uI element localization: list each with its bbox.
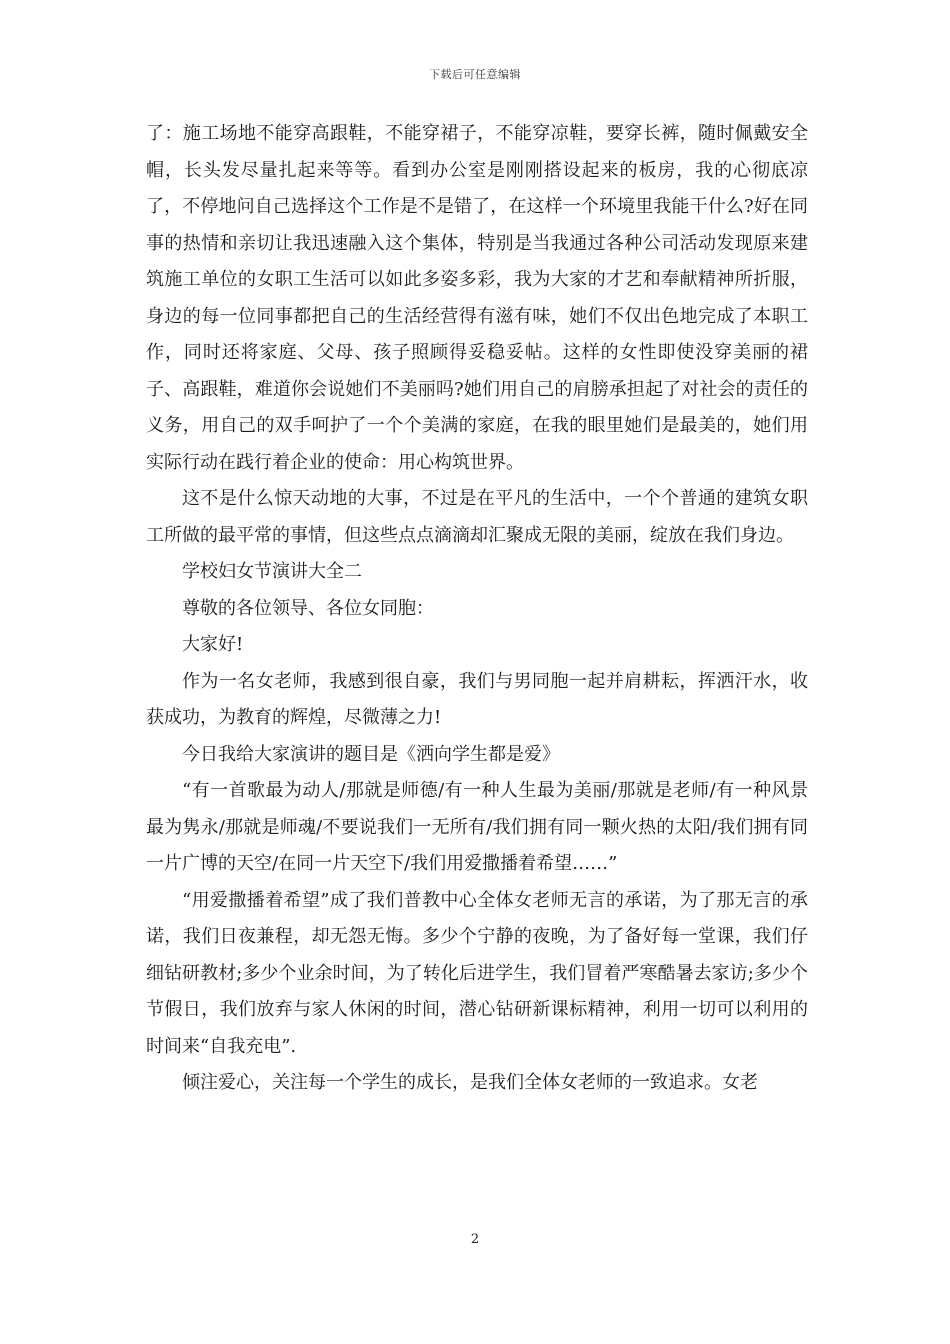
paragraph-last: 倾注爱心，关注每一个学生的成长，是我们全体女老师的一致追求。女老 bbox=[182, 1072, 758, 1093]
paragraph-1: 了：施工场地不能穿高跟鞋，不能穿裙子，不能穿凉鞋，要穿长裤，随时佩戴安全帽，长头发尽量扎起来等等。看到办公室是刚刚搭设起来的板房，我的心彻底凉了，不停地问自己选择这个工作是不是错了，在这样一个环境里我能干什么?好在同事的热情和亲切让我迅速融入这个集体，特别是当我通过各种公司活动发现原来建筑施工单位的女职工生活可以如此多姿多彩，我为大家的才艺和奉献精神所折服，身边的每一位同事都把自己的生活经营得有滋有味，她们不仅出色地完成了本职工作，同时还将家庭、父母、孩子照顾得妥稳妥帖。这样的女性即使没穿美丽的裙子、高跟鞋，难道你会说她们不美丽吗?她们用自己的肩膀承担起了对社会的责任的义务，用自己的双手呵护了一个个美满的家庭，在我的眼里她们是最美的，她们用实际行动在践行着企业的使命：用心构筑世界。 bbox=[146, 123, 808, 473]
document-body bbox=[146, 116, 808, 1102]
section-title: 学校妇女节演讲大全二 bbox=[182, 561, 362, 582]
page-number: 2 bbox=[470, 1232, 480, 1247]
page-header: 下载后可任意编辑 bbox=[429, 68, 521, 81]
poem-quote: “有一首歌最为动人/那就是师德/有一种人生最为美丽/那就是老师/有一种风景最为隽永/那就是师魂/不要说我们一无所有/我们拥有同一颗火热的太阳/我们拥有同一片广博的天空/在同一片天空下/我们用爱撒播着希望……” bbox=[146, 780, 808, 874]
greeting: 大家好! bbox=[182, 634, 244, 655]
salutation: 尊敬的各位领导、各位女同胞： bbox=[182, 597, 434, 619]
speech-topic: 今日我给大家演讲的题目是《洒向学生都是爱》 bbox=[182, 743, 560, 765]
paragraph-promise: “用爱撒播着希望”成了我们普教中心全体女老师无言的承诺，为了那无言的承诺，我们日夜兼程，却无怨无悔。多少个宁静的夜晚，为了备好每一堂课，我们仔细钻研教材;多少个业余时间，为了转化后进学生，我们冒着严寒酷暑去家访;多少个节假日，我们放弃与家人休闲的时间，潜心钻研新课标精神，利用一切可以利用的时间来“自我充电”. bbox=[146, 889, 808, 1057]
paragraph-2: 这不是什么惊天动地的大事，不过是在平凡的生活中，一个个普通的建筑女职工所做的最平常的事情，但这些点点滴滴却汇聚成无限的美丽，绽放在我们身边。 bbox=[146, 488, 808, 546]
paragraph-intro: 作为一名女老师，我感到很自豪，我们与男同胞一起并肩耕耘，挥洒汗水，收获成功，为教育的辉煌，尽微薄之力! bbox=[146, 670, 808, 728]
